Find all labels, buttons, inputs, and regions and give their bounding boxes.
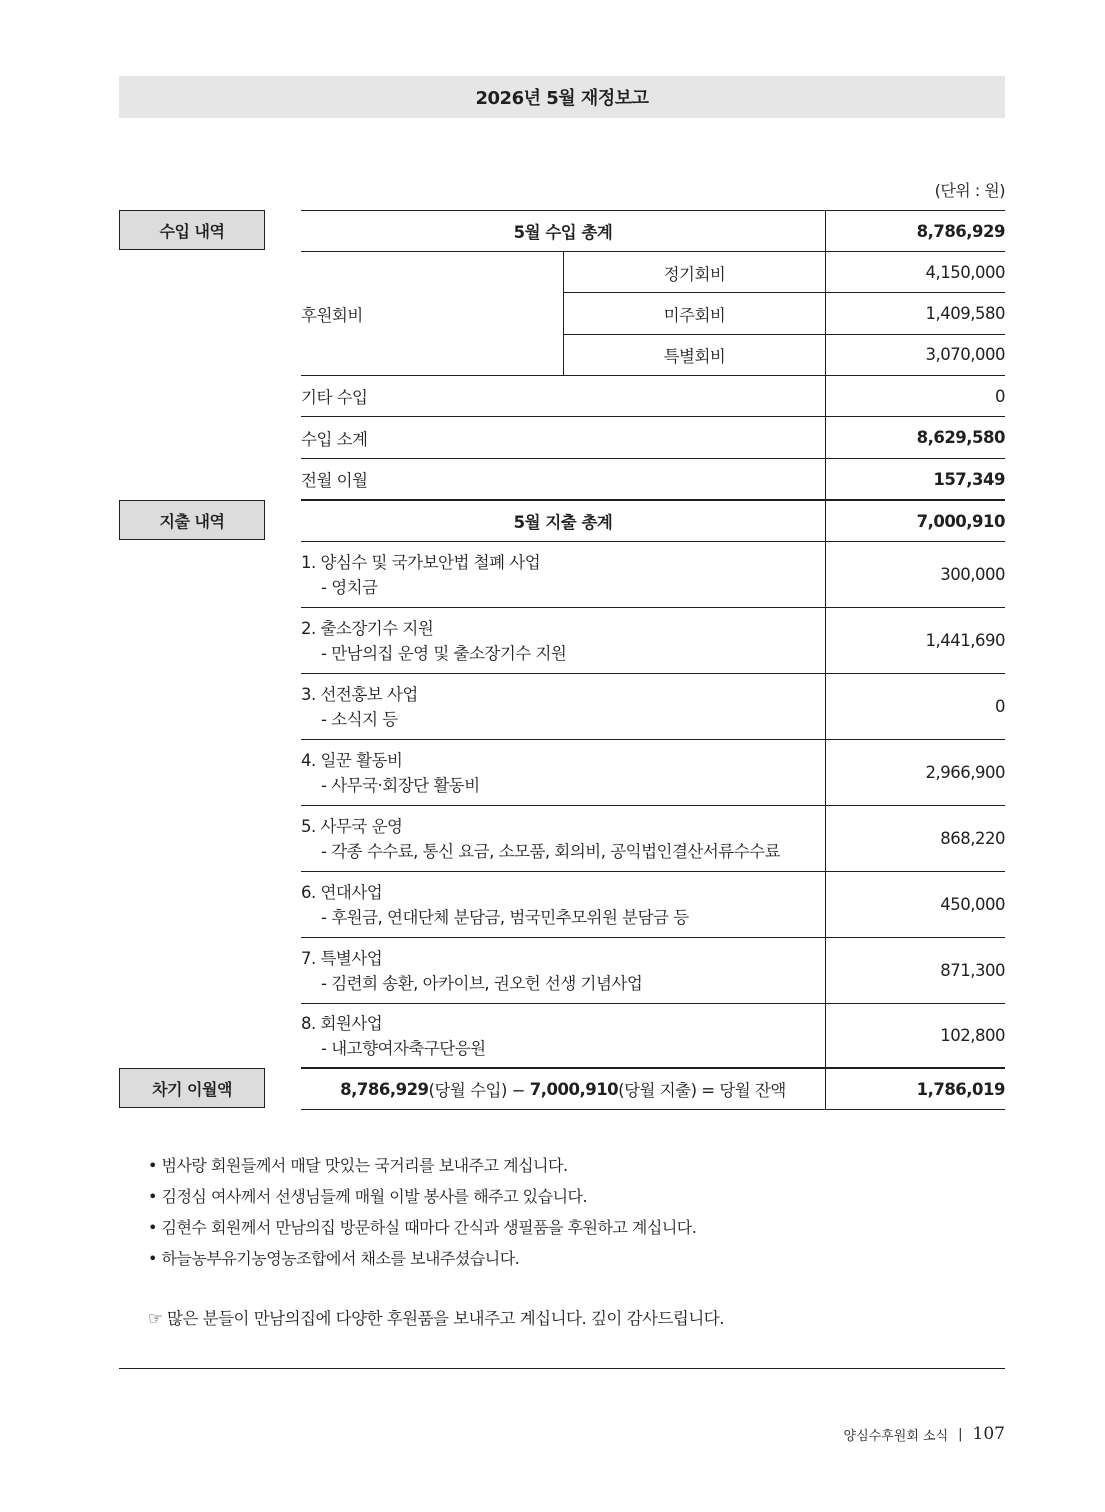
carryover-income-value: 8,786,929 [340, 1079, 429, 1099]
income-section-label: 수입 내역 [119, 210, 265, 250]
notes-list [148, 1150, 696, 1274]
donation-item-value: 4,150,000 [925, 263, 1005, 282]
expense-item-detail: - 사무국·회장단 활동비 [321, 775, 480, 795]
expense-item-row [301, 674, 1005, 740]
note-item: • 김현수 회원께서 만남의집 방문하실 때마다 간식과 생필품을 후원하고 계십니다. [148, 1218, 697, 1237]
other-income-row [301, 376, 1005, 417]
expense-item-title: 3. 선전홍보 사업 [301, 684, 418, 704]
expense-item-detail: - 만남의집 운영 및 출소장기수 지원 [321, 643, 567, 663]
expense-total-value: 7,000,910 [916, 511, 1005, 531]
expense-item-title: 2. 출소장기수 지원 [301, 618, 434, 638]
expense-item-title: 4. 일꾼 활동비 [301, 750, 403, 770]
income-total-value: 8,786,929 [916, 221, 1005, 241]
donation-item-value: 1,409,580 [925, 304, 1005, 323]
thanks-message: ☞ 많은 분들이 만남의집에 다양한 후원품을 보내주고 계십니다. 깊이 감사드립니다. [148, 1309, 724, 1328]
expense-item-value: 0 [995, 697, 1005, 716]
expense-item-title: 6. 연대사업 [301, 882, 383, 902]
expense-total-row [301, 500, 1005, 542]
expense-item-detail: - 각종 수수료, 통신 요금, 소모품, 회의비, 공익법인결산서류수수료 [321, 841, 781, 861]
donation-item-label: 정기회비 [663, 264, 726, 284]
expense-item-title: 5. 사무국 운영 [301, 816, 403, 836]
income-subtotal-value: 8,629,580 [916, 428, 1005, 447]
expense-item-value: 1,441,690 [925, 631, 1005, 650]
expense-item-row [301, 1004, 1005, 1068]
page-number: 107 [972, 1424, 1005, 1444]
note-item: • 범사랑 회원들께서 매달 맛있는 국거리를 보내주고 계십니다. [148, 1156, 568, 1175]
carryover-income-text: (당월 수입) − [428, 1081, 530, 1100]
expense-item-detail: - 후원금, 연대단체 분담금, 범국민추모위원 분담금 등 [321, 907, 689, 927]
footer-separator: | [958, 1426, 963, 1442]
carryover-expense-text: (당월 지출) = 당월 잔액 [618, 1081, 786, 1100]
expense-item-value: 300,000 [940, 565, 1005, 584]
expense-item-value: 102,800 [940, 1026, 1005, 1045]
donation-group-label: 후원회비 [301, 305, 363, 325]
other-income-label: 기타 수입 [301, 388, 368, 407]
expense-item-value: 450,000 [940, 895, 1005, 914]
expense-item-value: 871,300 [940, 961, 1005, 980]
footer-publication: 양심수후원회 소식 [843, 1428, 949, 1444]
carryover-row [301, 1068, 1005, 1110]
note-item: • 하늘농부유기농영농조합에서 채소를 보내주셨습니다. [148, 1249, 520, 1268]
previous-carry-row [301, 459, 1005, 500]
expense-section-label: 지출 내역 [119, 500, 265, 540]
income-subtotal-label: 수입 소계 [301, 429, 368, 449]
other-income-value: 0 [995, 386, 1005, 406]
expense-item-row [301, 608, 1005, 674]
income-total-row [301, 210, 1005, 252]
income-total-label: 5월 수입 총계 [513, 223, 613, 242]
donation-item-value: 3,070,000 [925, 345, 1005, 364]
income-subtotal-row [301, 417, 1005, 459]
expense-item-detail: - 소식지 등 [321, 709, 398, 729]
expense-item-title: 1. 양심수 및 국가보안법 철폐 사업 [301, 552, 541, 572]
unit-label: (단위 : 원) [934, 181, 1005, 200]
carryover-formula [301, 1069, 825, 1109]
expense-item-row [301, 806, 1005, 872]
expense-item-row [301, 740, 1005, 806]
carryover-value: 1,786,019 [916, 1079, 1005, 1099]
expense-item-detail: - 영치금 [321, 577, 378, 597]
expense-item-detail: - 김련희 송환, 아카이브, 권오헌 선생 기념사업 [321, 973, 643, 993]
expense-item-value: 2,966,900 [925, 763, 1005, 782]
note-item: • 김정심 여사께서 선생님들께 매월 이발 봉사를 해주고 있습니다. [148, 1187, 588, 1206]
previous-carry-label: 전월 이월 [301, 471, 368, 490]
expense-item-row [301, 872, 1005, 938]
expense-item-detail: - 내고향여자축구단응원 [321, 1038, 486, 1058]
previous-carry-value: 157,349 [933, 469, 1005, 489]
bottom-rule [119, 1368, 1005, 1369]
carryover-section-label: 차기 이월액 [119, 1068, 265, 1108]
expense-total-label: 5월 지출 총계 [513, 513, 613, 532]
page-title: 2026년 5월 재정보고 [119, 76, 1005, 118]
carryover-expense-value: 7,000,910 [529, 1079, 619, 1099]
expense-item-title: 8. 회원사업 [301, 1013, 383, 1033]
expense-item-value: 868,220 [940, 829, 1005, 848]
value-column-divider [825, 210, 826, 1110]
expense-item-row [301, 542, 1005, 608]
expense-item-title: 7. 특별사업 [301, 948, 383, 968]
donation-item-label: 미주회비 [663, 305, 726, 325]
donation-item-label: 특별회비 [663, 346, 726, 366]
page-footer [844, 1424, 1005, 1444]
expense-item-row [301, 938, 1005, 1004]
